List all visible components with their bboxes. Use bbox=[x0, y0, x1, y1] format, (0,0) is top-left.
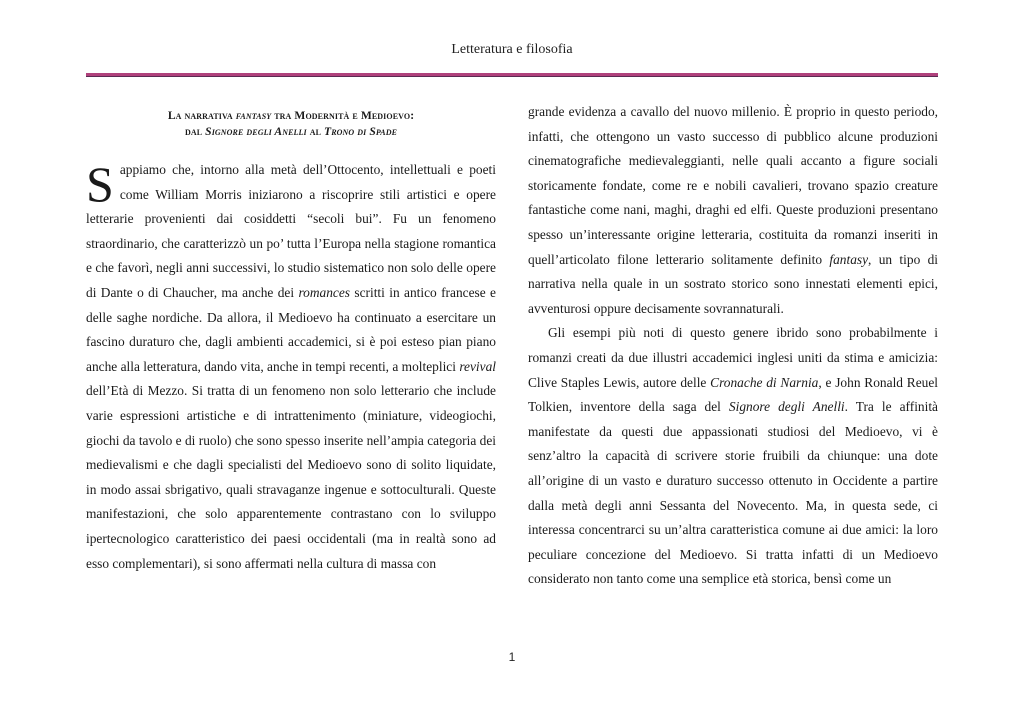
paragraph-italic: Cronache di Narnia bbox=[710, 374, 819, 390]
header-rule bbox=[86, 73, 938, 77]
paragraph-text: , e John Ronald Reuel Tolkien, inventore della saga del bbox=[528, 374, 938, 415]
title-text: La narrativa bbox=[167, 109, 236, 122]
article-title bbox=[86, 108, 496, 140]
left-column bbox=[86, 100, 496, 576]
paragraph-italic: fantasy bbox=[829, 251, 869, 267]
paragraph-text: dell’Età di Mezzo. Si tratta di un fenomeno non solo letterario che include varie espressioni artistiche e di intrattenimento (miniature, videogiochi, giochi da tavolo e di ruolo) che sono spesso inserite nell’ampia categoria dei medievalismi e che dagli specialisti del Medioevo sono di solito liquidate, in modo assai sbrigativo, quali stravaganze ingenue e sottoculturali. Queste manifestazioni, che solo apparentemente contrastano con lo sviluppo ipertecnologico caratteristico dei paesi occidentali (ma in realtà sono ad esso complementari), si sono affermati nella cultura di massa con bbox=[86, 383, 496, 571]
page-number: 1 bbox=[508, 650, 516, 664]
title-text: dal bbox=[184, 125, 206, 138]
paragraph-text: . Tra le affinità manifestate da questi due appassionati studiosi del Medioevo, vi è senz’altro la capacità di scrivere storie fruibili da chiunque: una dote all’origine di un vasto e duraturo successo ottenuto in Occidente a partire dalla metà degli anni Sessanta del Novecento. Ma, in questa sede, ci interessa concentrarci su un’altra caratteristica comune ai due amici: la loro peculiare concezione del Medioevo. Si tratta infatti di un Medioevo considerato non tanto come una semplice età storica, bensì come un bbox=[528, 399, 939, 587]
paragraph-text: appiamo che, intorno alla metà dell’Ottocento, intellettuali e poeti come William Morris iniziarono a riscoprire stili artistici e opere letterarie provenienti dai cosiddetti “secoli bui”. Fu un fenomeno straordinario, che caratterizzò un po’ tutta l’Europa nella stagione romantica e che favorì, negli anni successivi, lo studio sistematico non solo delle opere di Dante o di Chaucher, ma anche dei bbox=[86, 162, 496, 300]
title-italic: Trono di Spade bbox=[324, 125, 398, 138]
paragraph-3 bbox=[528, 321, 938, 592]
title-line-1 bbox=[86, 108, 496, 124]
paragraph-text: grande evidenza a cavallo del nuovo millenio. È proprio in questo periodo, infatti, che ottengono un vasto successo di pubblico alcune produzioni cinematografiche medievaleggianti, nelle quali accanto a figure sociali storicamente fondate, come re e nobili cavalieri, trovano spazio creature fantastiche come nani, maghi, draghi ed elfi. Queste produzioni presentano spesso un’interessante origine letteraria, costituita da romanzi inseriti in quell’articolato filone letterario solitamente definito bbox=[528, 104, 938, 267]
paragraph-italic: revival bbox=[459, 358, 496, 374]
title-italic: fantasy bbox=[235, 109, 272, 122]
paragraph-2 bbox=[528, 100, 938, 321]
paragraph-1 bbox=[86, 158, 496, 576]
title-line-2 bbox=[86, 124, 496, 140]
running-header: Letteratura e filosofia bbox=[451, 42, 573, 57]
title-text: al bbox=[306, 125, 325, 138]
title-text: tra Modernità e Medioevo: bbox=[271, 109, 415, 122]
paragraph-italic: romances bbox=[298, 284, 351, 300]
drop-cap: S bbox=[86, 156, 114, 212]
paragraph-italic: Signore degli Anelli bbox=[728, 399, 845, 415]
right-column bbox=[528, 100, 938, 592]
paragraph-text: , un tipo di narrativa nella quale in un sostrato storico sono innestati elementi epici, avventurosi oppure decisamente sovrannaturali. bbox=[528, 251, 938, 316]
title-italic: Signore degli Anelli bbox=[205, 125, 307, 138]
paragraph-text: scritti in antico francese e delle saghe nordiche. Da allora, il Medioevo ha continuato a esercitare un fascino duraturo che, dagli ambienti accademici, si è poi esteso pian piano anche alla letteratura, dando vita, anche in tempi recenti, a molteplici bbox=[86, 284, 496, 374]
paragraph-text: Gli esempi più noti di questo genere ibrido sono probabilmente i romanzi creati da due illustri accademici inglesi uniti da stima e amicizia: Clive Staples Lewis, autore delle bbox=[528, 325, 938, 390]
